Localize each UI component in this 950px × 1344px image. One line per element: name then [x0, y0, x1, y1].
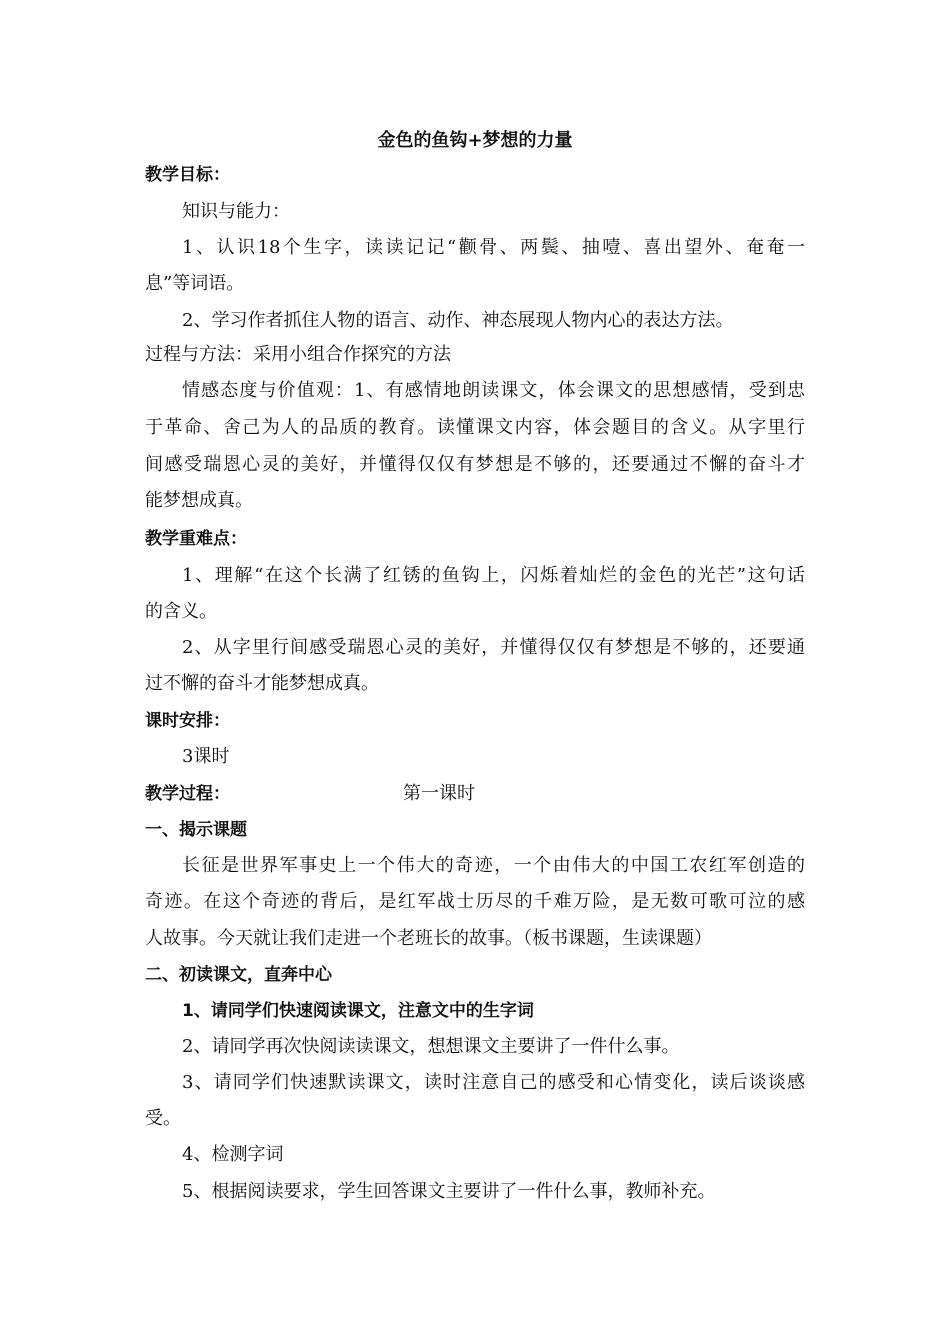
section-2-heading: 二、初读课文，直奔中心	[145, 965, 332, 985]
difficulty-item-1-line-2: 的含义。	[145, 601, 217, 622]
section-1-line-2: 奇迹。在这个奇迹的背后，是红军战士历尽的千难万险，是无数可歌可泣的感	[145, 891, 805, 912]
objective-item-1-line-2: 息”等词语。	[145, 273, 245, 294]
objectives-heading: 教学目标：	[145, 165, 230, 185]
section-1-heading: 一、揭示课题	[145, 820, 247, 840]
difficulty-item-1-line-1: 1、理解“在这个长满了红锈的鱼钩上，闪烁着灿烂的金色的光芒”这句话	[182, 565, 805, 586]
step-5: 5、根据阅读要求，学生回答课文主要讲了一件什么事，教师补充。	[182, 1181, 716, 1202]
emotion-line-1: 情感态度与价值观：1、有感情地朗读课文，体会课文的思想感情，受到忠	[182, 380, 805, 401]
difficulty-item-2-line-1: 2、从字里行间感受瑞恩心灵的美好，并懂得仅仅有梦想是不够的，还要通	[182, 637, 805, 658]
knowledge-heading: 知识与能力：	[182, 201, 290, 222]
emotion-line-3: 间感受瑞恩心灵的美好，并懂得仅仅有梦想是不够的，还要通过不懈的奋斗才	[145, 454, 805, 475]
objective-item-2: 2、学习作者抓住人物的语言、动作、神态展现人物内心的表达方法。	[182, 310, 734, 331]
step-1: 1、请同学们快速阅读课文，注意文中的生字词	[182, 1001, 534, 1021]
objective-item-1-line-1: 1、认识18个生字，读读记记“颧骨、两鬓、抽噎、喜出望外、奄奄一	[182, 237, 805, 258]
process-method: 过程与方法：采用小组合作探究的方法	[145, 344, 451, 365]
step-2: 2、请同学再次快阅读读课文，想想课文主要讲了一件什么事。	[182, 1036, 680, 1057]
schedule-heading: 课时安排：	[145, 711, 230, 731]
document-title: 金色的鱼钩+梦想的力量	[377, 130, 573, 151]
step-3-line-2: 受。	[145, 1108, 181, 1129]
process-heading: 教学过程：	[145, 784, 230, 804]
emotion-line-4: 能梦想成真。	[145, 490, 253, 511]
lesson-label: 第一课时	[403, 783, 475, 804]
schedule-value: 3课时	[182, 746, 230, 767]
difficulties-heading: 教学重难点：	[145, 529, 247, 549]
difficulty-item-2-line-2: 过不懈的奋斗才能梦想成真。	[145, 673, 379, 694]
section-1-line-1: 长征是世界军事史上一个伟大的奇迹，一个由伟大的中国工农红军创造的	[182, 855, 805, 876]
section-1-line-3: 人故事。今天就让我们走进一个老班长的故事。（板书课题，生读课题）	[145, 928, 712, 949]
step-4: 4、检测字词	[182, 1144, 284, 1165]
emotion-line-2: 于革命、舍己为人的品质的教育。读懂课文内容，体会题目的含义。从字里行	[145, 417, 805, 438]
step-3-line-1: 3、请同学们快速默读课文，读时注意自己的感受和心情变化，读后谈谈感	[182, 1072, 805, 1093]
